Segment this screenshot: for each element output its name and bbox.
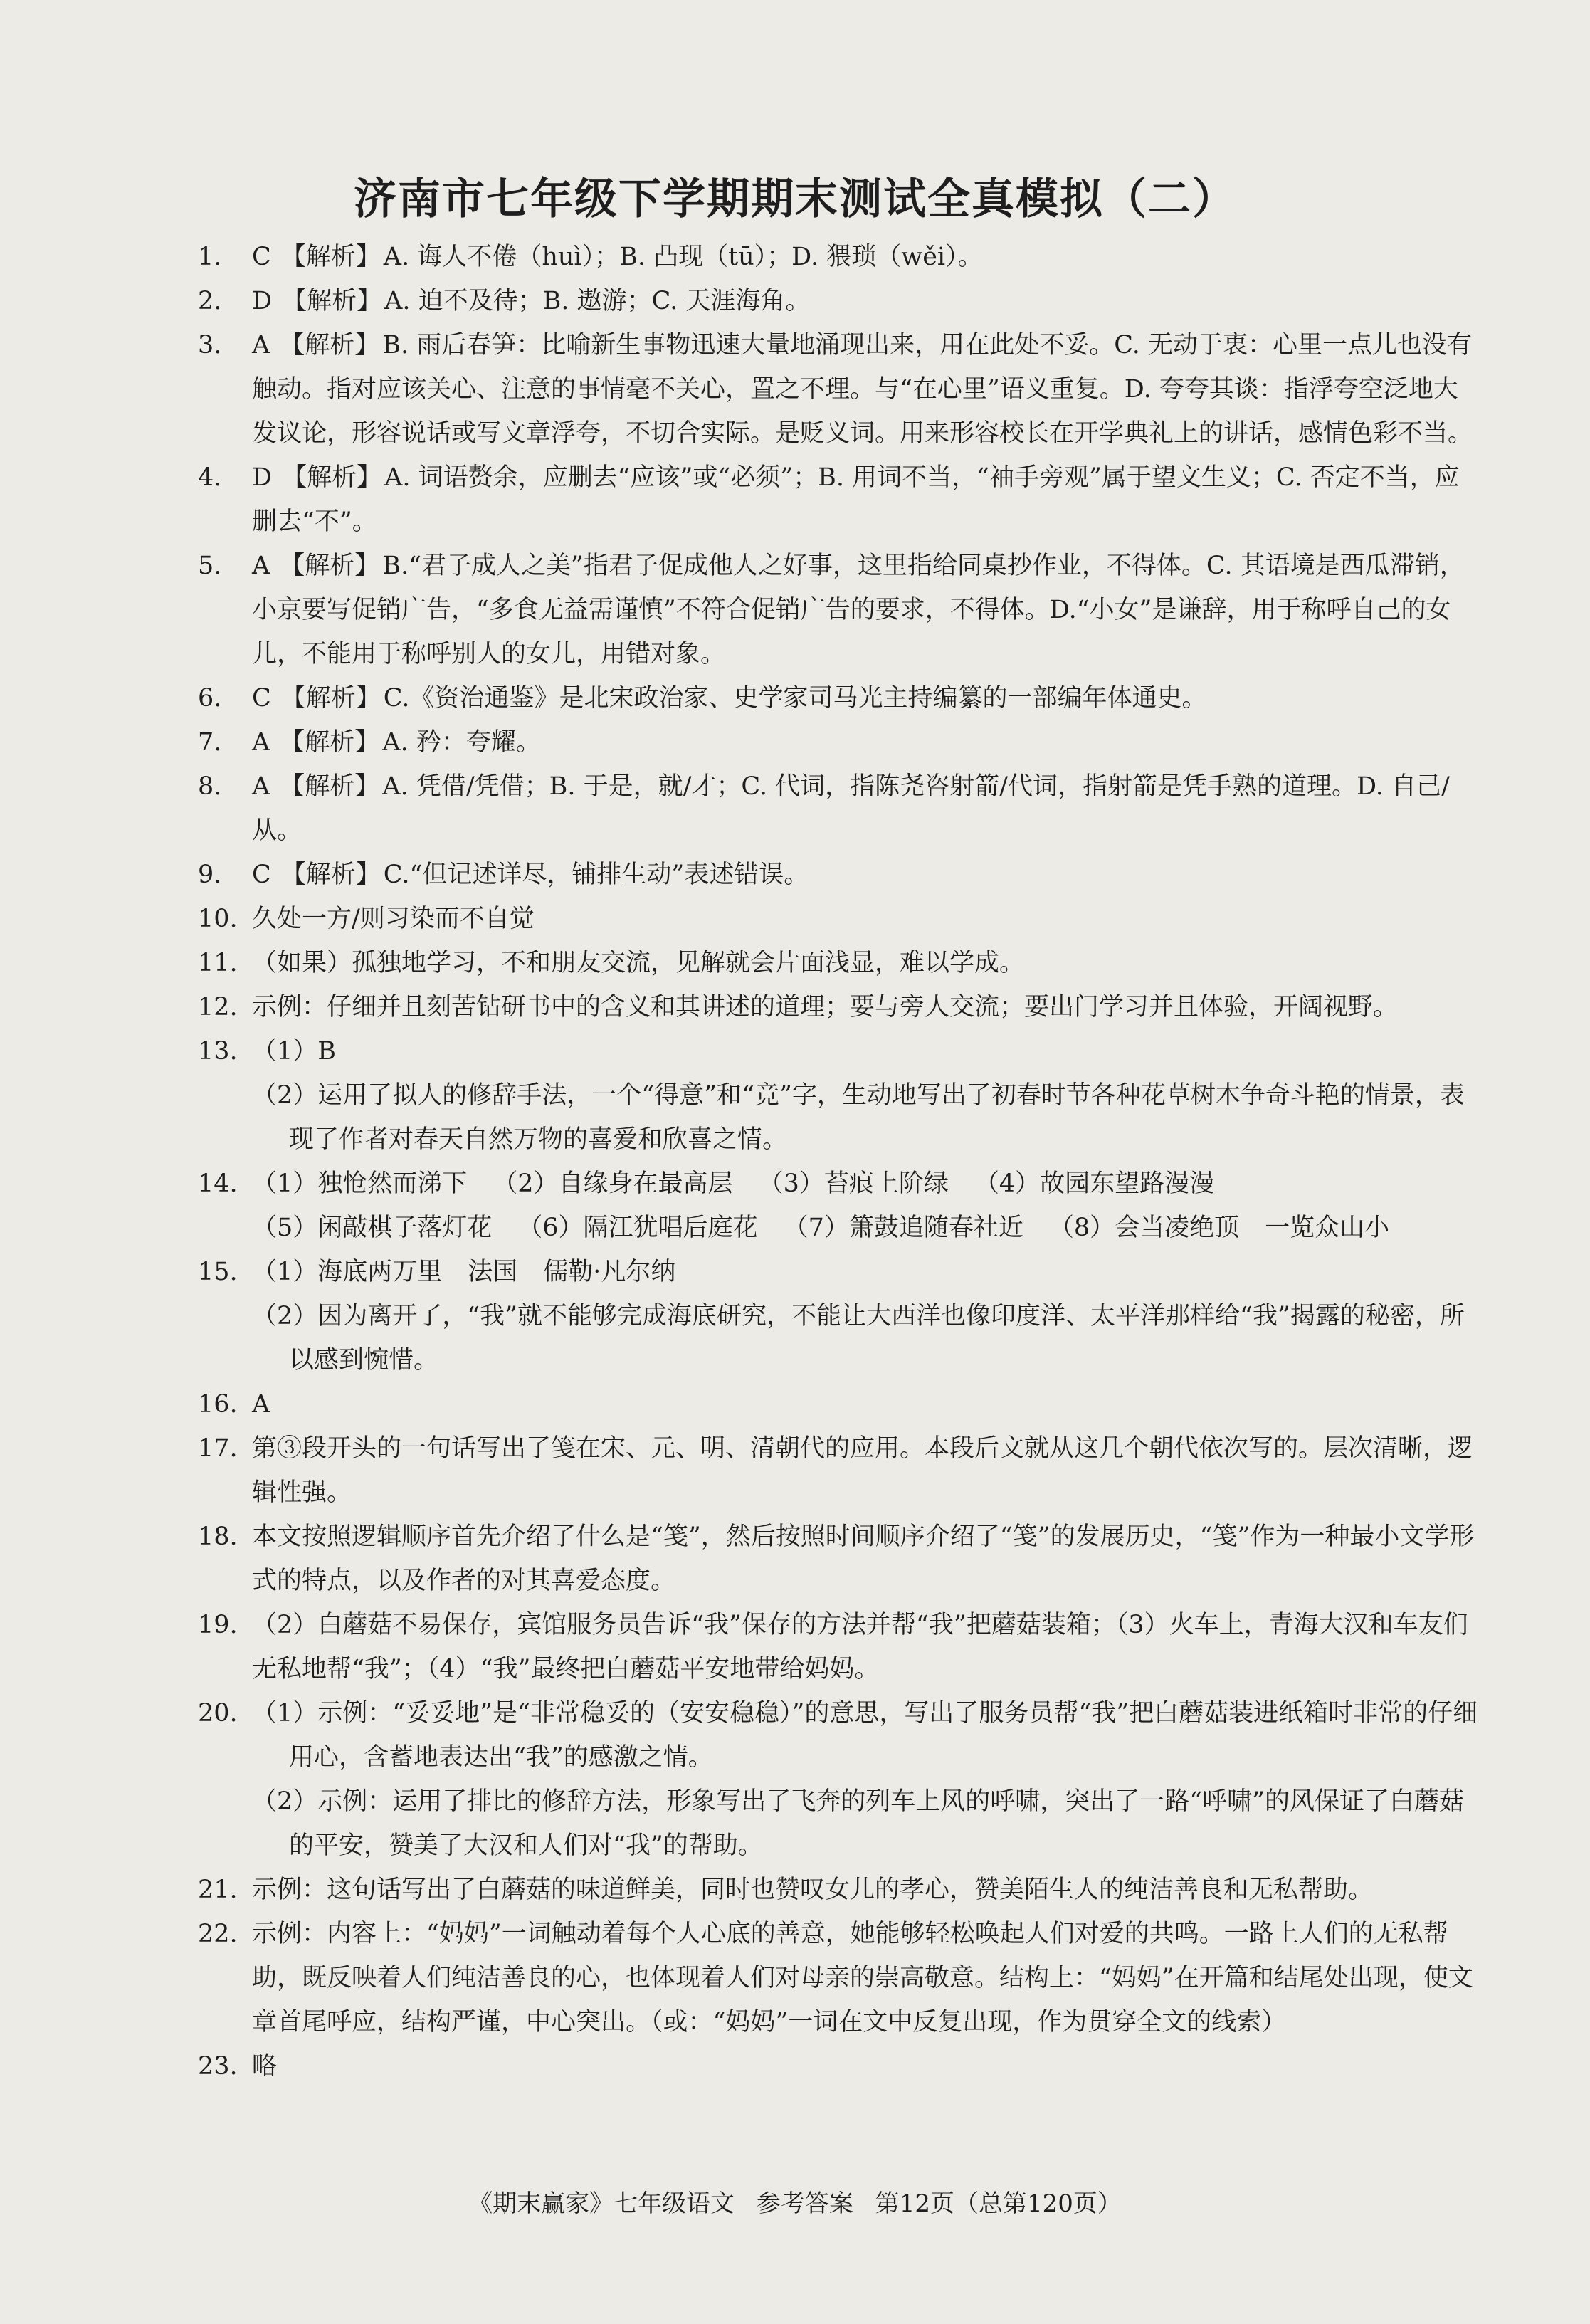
answer-line xyxy=(252,1294,1479,1382)
footer-book: 《期末赢家》七年级语文 xyxy=(468,2189,735,2218)
answer-text xyxy=(252,1868,1479,1912)
answer-number: 18. xyxy=(198,1523,238,1551)
answer-item xyxy=(198,764,1479,853)
answer-segment: 儒勒·凡尔纳 xyxy=(543,1258,676,1286)
answer-line xyxy=(252,323,1479,456)
answer-item xyxy=(198,1162,1479,1250)
analysis-tag: 【解析】 xyxy=(280,243,381,271)
answer-number: 6. xyxy=(198,684,222,713)
answer-segment: （4）故园东望路漫漫 xyxy=(974,1169,1215,1198)
answer-text xyxy=(252,764,1479,853)
answer-line xyxy=(252,853,1479,897)
answer-content: A. 诲人不倦（huì）；B. 凸现（tū）；D. 猥琐（wěi）。 xyxy=(383,243,983,271)
answer-content: A. 矜：夸耀。 xyxy=(382,728,541,757)
answer-line xyxy=(252,1912,1479,2044)
answer-line xyxy=(252,985,1479,1029)
answer-content: （2）白蘑菇不易保存，宾馆服务员告诉“我”保存的方法并帮“我”把蘑菇装箱；（3）火车上，青海大汉和车友们无私地帮“我”；（4）“我”最终把白蘑菇平安地带给妈妈。 xyxy=(252,1611,1468,1683)
footer-section: 参考答案 xyxy=(756,2189,853,2218)
answer-key: D xyxy=(252,287,273,315)
answer-item xyxy=(198,1029,1479,1162)
answer-item xyxy=(198,1603,1479,1691)
answer-line xyxy=(252,1029,1479,1073)
answer-item xyxy=(198,1515,1479,1603)
analysis-tag: 【解析】 xyxy=(280,552,380,580)
answer-content: （1）B xyxy=(252,1037,336,1066)
answer-line xyxy=(252,1779,1479,1868)
answer-text xyxy=(252,941,1479,985)
answer-item xyxy=(198,279,1479,323)
answer-line xyxy=(252,456,1479,544)
answer-item xyxy=(198,1382,1479,1426)
answer-key: C xyxy=(252,861,271,889)
answer-segment: （7）箫鼓追随春社近 xyxy=(783,1214,1023,1242)
answer-key: A xyxy=(252,331,270,359)
answer-content: B.“君子成人之美”指君子促成他人之好事，这里指给同桌抄作业，不得体。C. 其语境是西瓜滞销，小京要写促销广告，“多食无益需谨慎”不符合促销广告的要求，不得体。D.“小女”是谦辞，用于称呼自己的女儿，不能用于称呼别人的女儿，用错对象。 xyxy=(252,552,1465,668)
answer-number: 5. xyxy=(198,552,222,580)
answer-text xyxy=(252,2044,1479,2088)
answer-content: 久处一方/则习染而不自觉 xyxy=(252,905,535,933)
answer-segment: （3）苔痕上阶绿 xyxy=(758,1169,949,1198)
answer-text xyxy=(252,985,1479,1029)
answer-item xyxy=(198,1426,1479,1515)
answer-line xyxy=(252,941,1479,985)
answer-line xyxy=(252,279,1479,323)
answer-number: 20. xyxy=(198,1699,238,1728)
answer-item xyxy=(198,897,1479,941)
answer-item xyxy=(198,985,1479,1029)
answer-content: （如果）孤独地学习，不和朋友交流，见解就会片面浅显，难以学成。 xyxy=(252,949,1025,977)
answer-item xyxy=(198,1691,1479,1868)
answer-content: 示例：这句话写出了白蘑菇的味道鲜美，同时也赞叹女儿的孝心，赞美陌生人的纯洁善良和无私帮助。 xyxy=(252,1876,1374,1904)
answer-text xyxy=(252,1515,1479,1603)
answer-content: C.“但记述详尽，铺排生动”表述错误。 xyxy=(383,861,809,889)
answer-number: 23. xyxy=(198,2052,238,2081)
answer-content: C.《资治通鉴》是北宋政治家、史学家司马光主持编纂的一部编年体通史。 xyxy=(383,684,1207,713)
answer-text xyxy=(252,897,1479,941)
answer-segment: 法国 xyxy=(468,1258,518,1286)
answer-content: A. 迫不及待；B. 遨游；C. 天涯海角。 xyxy=(384,287,811,315)
answer-number: 13. xyxy=(198,1037,238,1066)
analysis-tag: 【解析】 xyxy=(282,287,382,315)
answer-line xyxy=(252,544,1479,676)
answer-line xyxy=(252,764,1479,853)
answer-content: （2）因为离开了，“我”就不能够完成海底研究，不能让大西洋也像印度洋、太平洋那样给“我”揭露的秘密，所以感到惋惜。 xyxy=(252,1302,1465,1374)
answer-line xyxy=(252,1868,1479,1912)
footer-page: 第12页（总第120页） xyxy=(875,2189,1122,2218)
answer-key: A xyxy=(252,772,270,801)
answer-number: 7. xyxy=(198,728,222,757)
answer-number: 10. xyxy=(198,905,238,933)
answer-segment: 一览众山小 xyxy=(1265,1214,1390,1242)
answer-text xyxy=(252,544,1479,676)
answer-content: （1）示例：“妥妥地”是“非常稳妥的（安安稳稳）”的意思，写出了服务员帮“我”把白蘑菇装进纸箱时非常的仔细用心，含蓄地表达出“我”的感激之情。 xyxy=(252,1699,1478,1772)
answer-line xyxy=(252,1250,1479,1294)
answer-item xyxy=(198,2044,1479,2088)
answer-key: A xyxy=(252,728,270,757)
answer-item xyxy=(198,720,1479,764)
answer-key: A xyxy=(252,552,270,580)
answer-segment: （1）独怆然而涕下 xyxy=(252,1169,468,1198)
answer-item xyxy=(198,456,1479,544)
answer-item xyxy=(198,1912,1479,2044)
answer-item xyxy=(198,941,1479,985)
answer-text xyxy=(252,1426,1479,1515)
answer-line xyxy=(252,2044,1479,2088)
answer-item xyxy=(198,1868,1479,1912)
answer-text xyxy=(252,279,1479,323)
answer-text xyxy=(252,720,1479,764)
analysis-tag: 【解析】 xyxy=(280,728,380,757)
answer-line xyxy=(252,1515,1479,1603)
analysis-tag: 【解析】 xyxy=(282,463,382,492)
answer-number: 1. xyxy=(198,243,222,271)
answer-item xyxy=(198,544,1479,676)
answer-number: 11. xyxy=(198,949,238,977)
page-footer xyxy=(0,2184,1590,2219)
answer-text xyxy=(252,1912,1479,2044)
answer-number: 16. xyxy=(198,1390,238,1419)
answer-line xyxy=(252,1073,1479,1162)
answer-key: C xyxy=(252,684,271,713)
answer-line xyxy=(252,676,1479,720)
answer-line xyxy=(252,1382,1479,1426)
answer-content: 示例：内容上：“妈妈”一词触动着每个人心底的善意，她能够轻松唤起人们对爱的共鸣。一路上人们的无私帮助，既反映着人们纯洁善良的心，也体现着人们对母亲的崇高敬意。结构上：“妈妈”在开篇和结尾处出现，使文章首尾呼应，结构严谨，中心突出。（或：“妈妈”一词在文中反复出现，作为贯穿全文的线索） xyxy=(252,1920,1473,2036)
answer-text xyxy=(252,853,1479,897)
answer-text xyxy=(252,1691,1479,1868)
answer-number: 21. xyxy=(198,1876,238,1904)
answer-number: 8. xyxy=(198,772,222,801)
answer-line xyxy=(252,235,1479,279)
answer-number: 2. xyxy=(198,287,222,315)
answer-segment: （6）隔江犹唱后庭花 xyxy=(517,1214,758,1242)
answer-line xyxy=(252,1206,1479,1250)
answer-content: 略 xyxy=(252,2052,278,2081)
answer-list xyxy=(198,235,1479,2088)
answer-segment: （8）会当凌绝顶 xyxy=(1048,1214,1240,1242)
answer-key: D xyxy=(252,463,273,492)
answer-key: C xyxy=(252,243,271,271)
answer-number: 17. xyxy=(198,1434,238,1463)
answer-content: A. 词语赘余，应删去“应该”或“必须”；B. 用词不当，“袖手旁观”属于望文生义；C. 否定不当，应删去“不”。 xyxy=(252,463,1460,536)
answer-item xyxy=(198,676,1479,720)
answer-text xyxy=(252,1029,1479,1162)
answer-text xyxy=(252,676,1479,720)
answer-content: B. 雨后春笋：比喻新生事物迅速大量地涌现出来，用在此处不妥。C. 无动于衷：心里一点儿也没有触动。指对应该关心、注意的事情毫不关心，置之不理。与“在心里”语义重复。D. 夸夸其谈：指浮夸空泛地大发议论，形容说话或写文章浮夸，不切合实际。是贬义词。用来形容校长在开学典礼上的讲话，感情色彩不当。 xyxy=(252,331,1473,448)
answer-number: 4. xyxy=(198,463,222,492)
answer-number: 12. xyxy=(198,993,238,1021)
answer-item xyxy=(198,1250,1479,1382)
answer-line xyxy=(252,1691,1479,1779)
answer-number: 3. xyxy=(198,331,222,359)
answer-number: 14. xyxy=(198,1169,238,1198)
answer-text xyxy=(252,1603,1479,1691)
answer-content: 示例：仔细并且刻苦钻研书中的含义和其讲述的道理；要与旁人交流；要出门学习并且体验，开阔视野。 xyxy=(252,993,1399,1021)
answer-item xyxy=(198,853,1479,897)
analysis-tag: 【解析】 xyxy=(280,772,380,801)
answer-line xyxy=(252,897,1479,941)
page-title: 济南市七年级下学期期末测试全真模拟（二） xyxy=(354,174,1236,224)
answer-content: （2）运用了拟人的修辞手法，一个“得意”和“竞”字，生动地写出了初春时节各种花草树木争奇斗艳的情景，表现了作者对春天自然万物的喜爱和欣喜之情。 xyxy=(252,1081,1465,1154)
answer-text xyxy=(252,323,1479,456)
answer-number: 9. xyxy=(198,861,222,889)
answer-item xyxy=(198,235,1479,279)
answer-line xyxy=(252,1426,1479,1515)
answer-item xyxy=(198,323,1479,456)
answer-segment: （1）海底两万里 xyxy=(252,1258,443,1286)
answer-line xyxy=(252,1603,1479,1691)
answer-line xyxy=(252,1162,1479,1206)
answer-content: 本文按照逻辑顺序首先介绍了什么是“笺”，然后按照时间顺序介绍了“笺”的发展历史，“笺”作为一种最小文学形式的特点，以及作者的对其喜爱态度。 xyxy=(252,1523,1475,1595)
answer-number: 19. xyxy=(198,1611,238,1639)
answer-content: 第③段开头的一句话写出了笺在宋、元、明、清朝代的应用。本段后文就从这几个朝代依次写的。层次清晰，逻辑性强。 xyxy=(252,1434,1473,1507)
analysis-tag: 【解析】 xyxy=(280,861,381,889)
answer-segment: （2）自缘身在最高层 xyxy=(493,1169,733,1198)
answer-text xyxy=(252,1162,1479,1250)
answer-content: A. 凭借/凭借；B. 于是，就/才；C. 代词，指陈尧咨射箭/代词，指射箭是凭手熟的道理。D. 自己/从。 xyxy=(252,772,1450,845)
answer-text xyxy=(252,1250,1479,1382)
answer-text xyxy=(252,1382,1479,1426)
analysis-tag: 【解析】 xyxy=(280,684,381,713)
answer-line xyxy=(252,720,1479,764)
answer-number: 15. xyxy=(198,1258,238,1286)
answer-segment: （5）闲敲棋子落灯花 xyxy=(252,1214,493,1242)
analysis-tag: 【解析】 xyxy=(280,331,380,359)
answer-content: A xyxy=(252,1390,270,1419)
answer-text xyxy=(252,456,1479,544)
answer-number: 22. xyxy=(198,1920,238,1948)
answer-text xyxy=(252,235,1479,279)
answer-content: （2）示例：运用了排比的修辞方法，形象写出了飞奔的列车上风的呼啸，突出了一路“呼啸”的风保证了白蘑菇的平安，赞美了大汉和人们对“我”的帮助。 xyxy=(252,1787,1465,1860)
